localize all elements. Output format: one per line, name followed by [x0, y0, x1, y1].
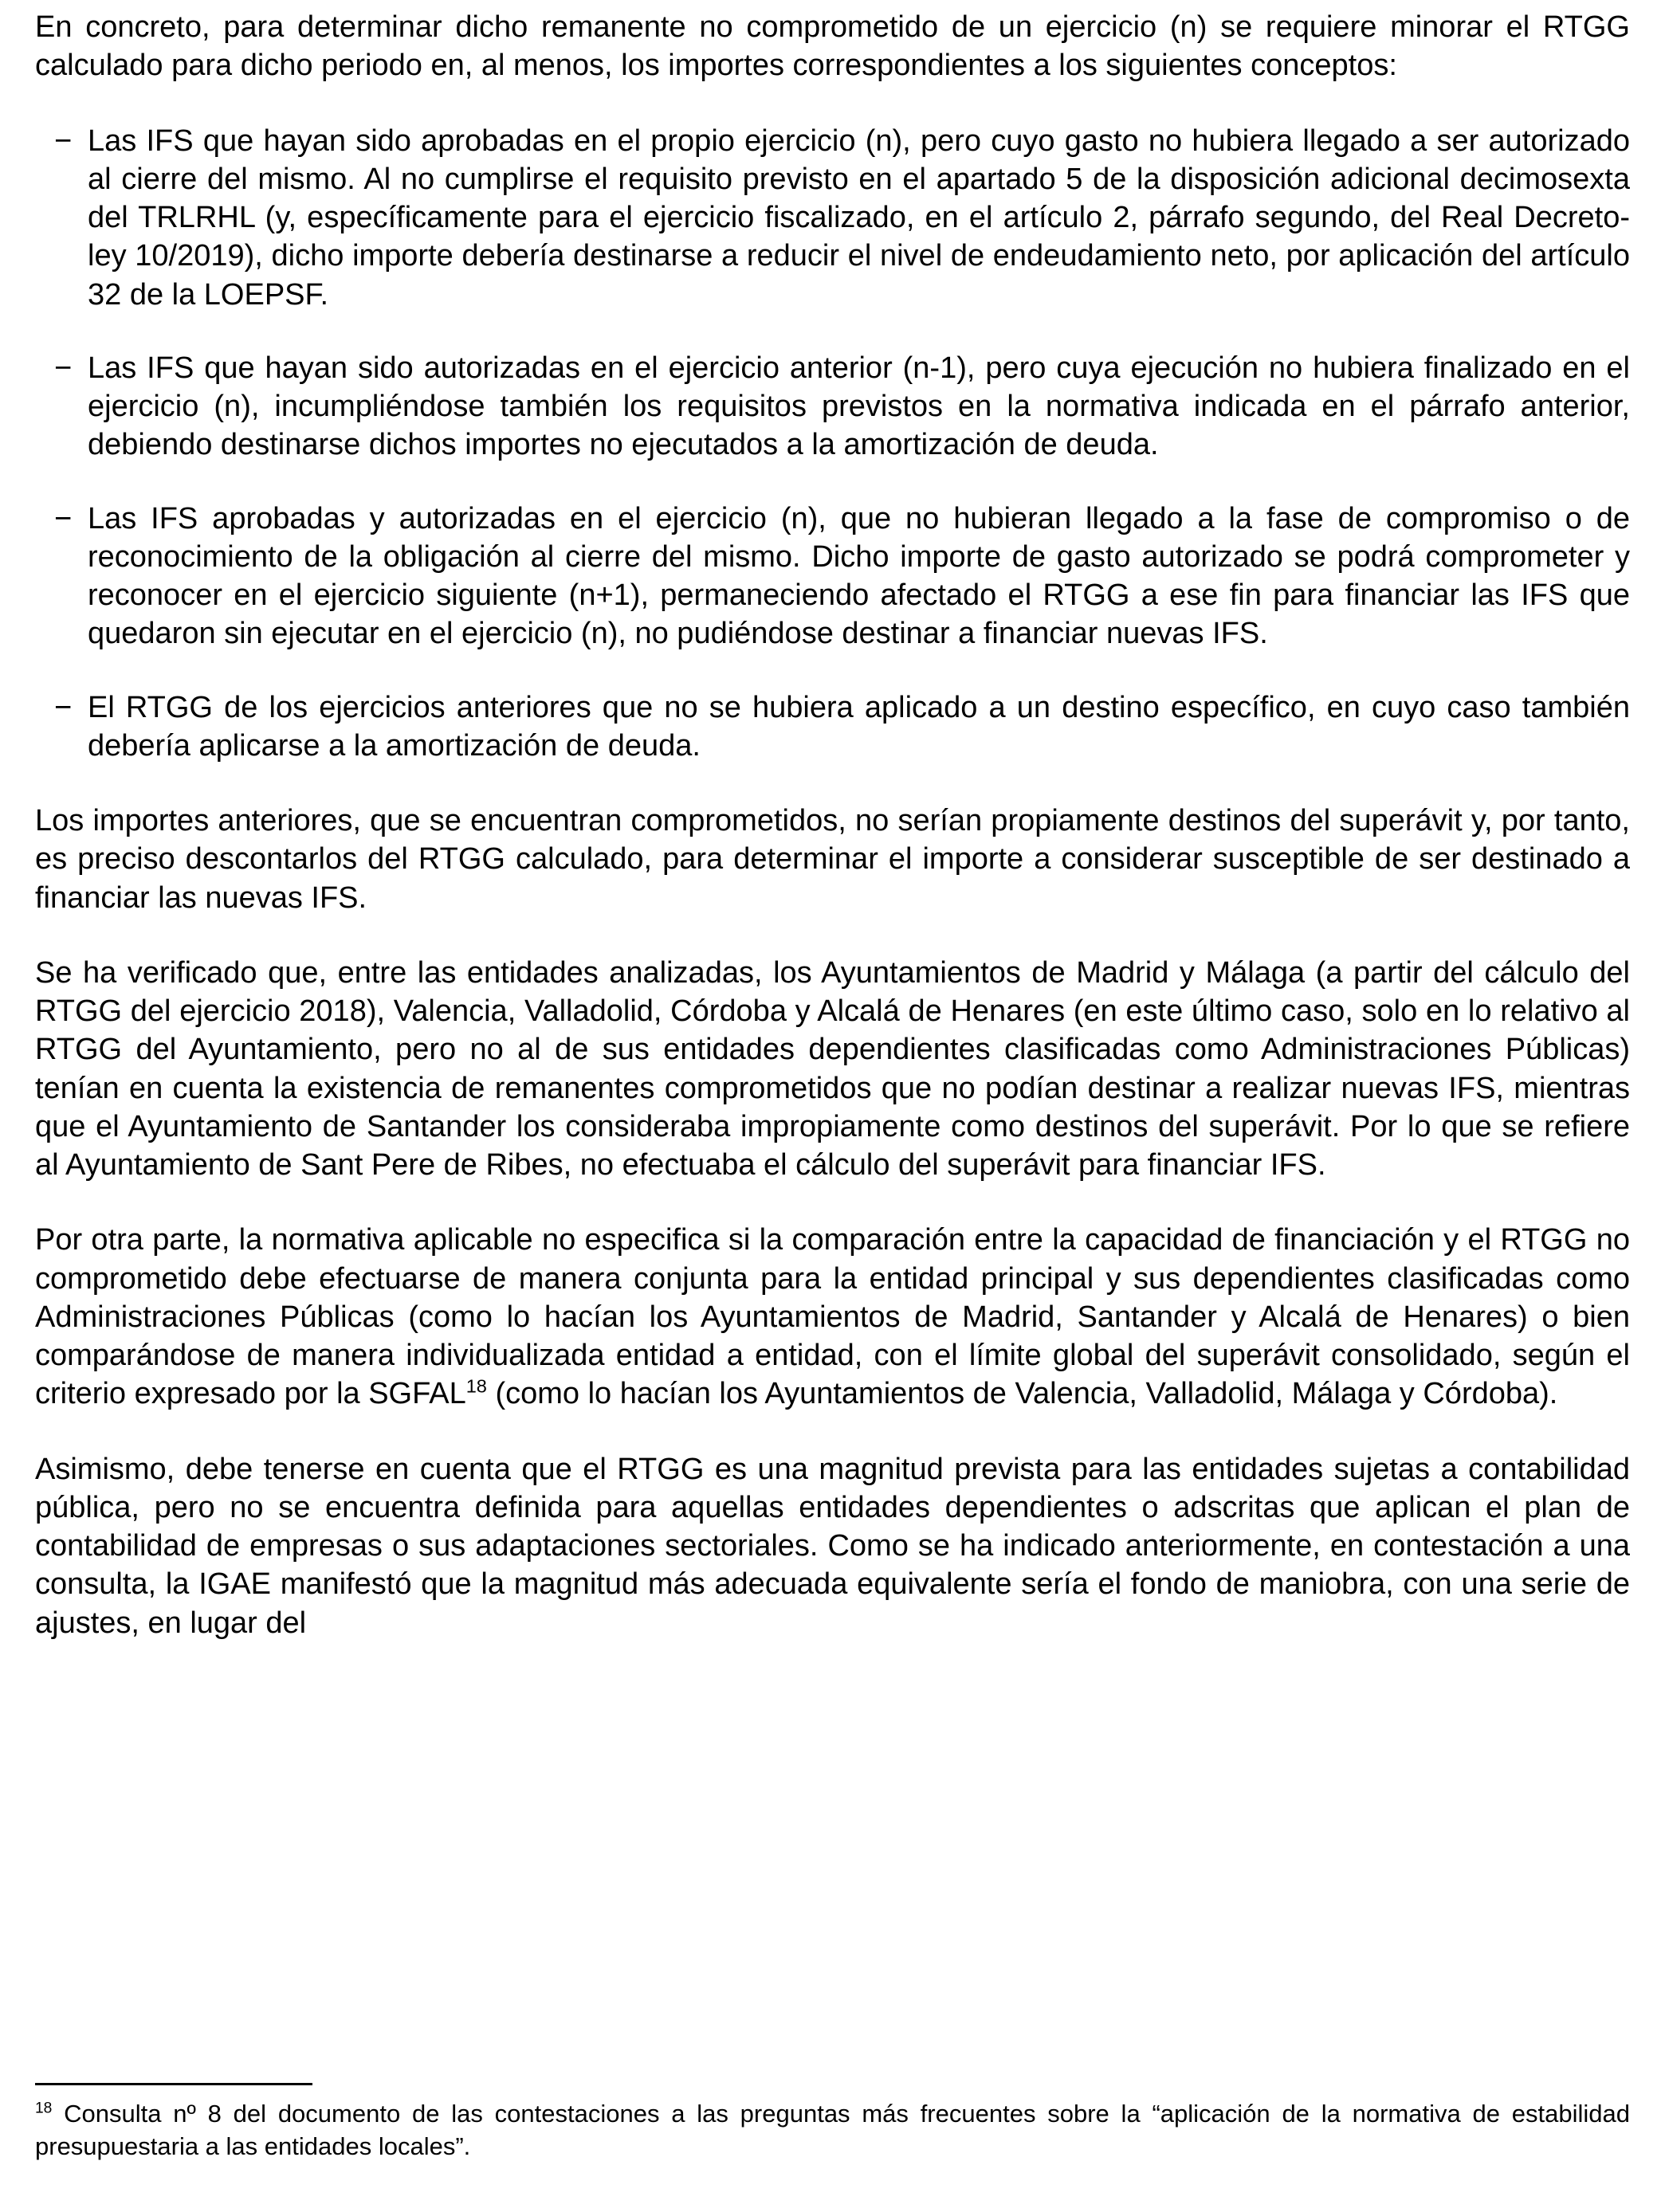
footnote-block [35, 2083, 1630, 2163]
paragraph-normativa [35, 1221, 1630, 1413]
bullet-list [35, 122, 1630, 766]
list-item [35, 688, 1630, 766]
list-item [35, 122, 1630, 314]
paragraph-importes: Los importes anteriores, que se encuentran comprometidos, no serían propiamente destinos del superávit y, por tanto, es preciso descontarlos del RTGG calculado, para determinar el importe a considerar susceptible de ser destinado a financiar las nuevas IFS. [35, 804, 1630, 915]
paragraph-verificado: Se ha verificado que, entre las entidades analizadas, los Ayuntamientos de Madrid y Málaga (a partir del cálculo del RTGG del ejercicio 2018), Valencia, Valladolid, Córdoba y Alcalá de Henares (en este último caso, solo en lo relativo al RTGG del Ayuntamiento, pero no al de sus entidades dependientes clasificadas como Administraciones Públicas) tenían en cuenta la existencia de remanentes comprometidos que no podían destinar a realizar nuevas IFS, mientras que el Ayuntamiento de Santander los consideraba impropiamente como destinos del superávit. Por lo que se refiere al Ayuntamiento de Sant Pere de Ribes, no efectuaba el cálculo del superávit para financiar IFS. [35, 955, 1630, 1182]
footnote-18 [35, 2098, 1630, 2163]
bullet-dash-icon: − [54, 124, 73, 158]
footnote-number: 18 [35, 2100, 53, 2118]
paragraph-asimismo: Asimismo, debe tenerse en cuenta que el RTGG es una magnitud prevista para las entidades sujetas a contabilidad pública, pero no se encuentra definida para aquellas entidades dependientes o adscritas que aplican el plan de contabilidad de empresas o sus adaptaciones sectoriales. Como se ha indicado anteriormente, en contestación a una consulta, la IGAE manifestó que la magnitud más adecuada equivalente sería el fondo de maniobra, con una serie de ajustes, en lugar del [35, 1452, 1630, 1640]
bullet-dash-icon: − [54, 501, 73, 535]
bullet-text-ifs-autorizadas: Las IFS que hayan sido autorizadas en el ejercicio anterior (n-1), pero cuya ejecución no hubiera finalizado en el ejercicio (n), incumpliéndose también los requisitos previstos en la normativa indicada en el párrafo anterior, debiendo destinarse dichos importes no ejecutados a la amortización de deuda. [88, 351, 1630, 462]
footnote-text: Consulta nº 8 del documento de las contestaciones a las preguntas más frecuentes sobre la “aplicación de la normativa de estabilidad presupuestaria a las entidades locales”. [35, 2100, 1630, 2160]
bullet-text-ifs-aprobadas: Las IFS que hayan sido aprobadas en el propio ejercicio (n), pero cuyo gasto no hubiera llegado a ser autorizado al cierre del mismo. Al no cumplirse el requisito previsto en el apartado 5 de la disposición adicional decimosexta del TRLRHL (y, específicamente para el ejercicio fiscalizado, en el artículo 2, párrafo segundo, del Real Decreto-ley 10/2019), dicho importe debería destinarse a reducir el nivel de endeudamiento neto, por aplicación del artículo 32 de la LOEPSF. [88, 124, 1630, 312]
bullet-text-rtgg-anteriores: El RTGG de los ejercicios anteriores que no se hubiera aplicado a un destino específico, en cuyo caso también debería aplicarse a la amortización de deuda. [88, 690, 1630, 763]
paragraph-intro: En concreto, para determinar dicho remanente no comprometido de un ejercicio (n) se requiere minorar el RTGG calculado para dicho periodo en, al menos, los importes correspondientes a los siguientes conceptos: [35, 10, 1630, 83]
footnote-ref-18: 18 [465, 1375, 487, 1397]
bullet-dash-icon: − [54, 351, 73, 385]
list-item [35, 500, 1630, 653]
bullet-dash-icon: − [54, 690, 73, 724]
paragraph-normativa-continuation: (como lo hacían los Ayuntamientos de Valencia, Valladolid, Málaga y Córdoba). [486, 1377, 1558, 1411]
footnote-separator [35, 2083, 312, 2085]
bullet-text-ifs-compromiso: Las IFS aprobadas y autorizadas en el ejercicio (n), que no hubieran llegado a la fase de compromiso o de reconocimiento de la obligación al cierre del mismo. Dicho importe de gasto autorizado se podrá comprometer y reconocer en el ejercicio siguiente (n+1), permaneciendo afectado el RTGG a ese fin para financiar las IFS que quedaron sin ejecutar en el ejercicio (n), no pudiéndose destinar a financiar nuevas IFS. [88, 501, 1630, 651]
paragraph-normativa-text: Por otra parte, la normativa aplicable no especifica si la comparación entre la capacidad de financiación y el RTGG no comprometido debe efectuarse de manera conjunta para la entidad principal y sus dependientes clasificadas como Administraciones Públicas (como lo hacían los Ayuntamientos de Madrid, Santander y Alcalá de Henares) o bien comparándose de manera individualizada entidad a entidad, con el límite global del superávit consolidado, según el criterio expresado por la SGFAL [35, 1223, 1630, 1411]
list-item [35, 349, 1630, 465]
